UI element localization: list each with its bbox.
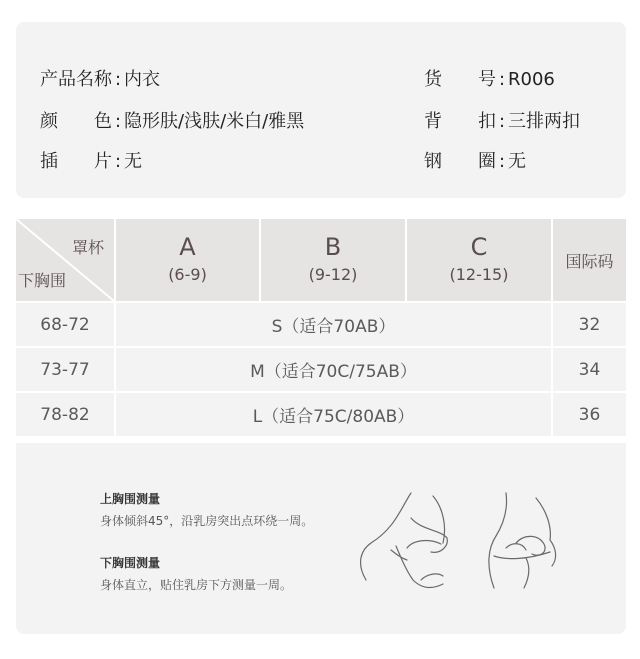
lower-bust-title: 下胸围测量	[100, 556, 161, 570]
fit-cell: L（适合75C/80AB）	[116, 393, 551, 436]
table-row	[16, 348, 626, 391]
intl-size-cell: 34	[553, 348, 626, 391]
fit-cell: S（适合70AB）	[116, 303, 551, 346]
underbust-cell: 73-77	[16, 348, 114, 391]
color-row: 颜 色 : 隐形肤/浅肤/米白/雅黑	[40, 107, 304, 133]
cup-letter: A	[179, 233, 196, 261]
upper-bust-instruction: 身体倾斜45°，沿乳房突出点环绕一周。	[100, 514, 314, 528]
sku-value: R006	[508, 69, 555, 90]
clasp-row: 背 扣 : 三排两扣	[424, 107, 580, 133]
wire-row: 钢 圈 : 无	[424, 147, 526, 173]
cup-letter: C	[470, 233, 488, 261]
sku-label: 货 号	[424, 69, 496, 90]
cup-header-b	[261, 219, 405, 301]
insert-value: 无	[124, 151, 142, 172]
table-corner-header	[16, 219, 114, 301]
table-row	[16, 393, 626, 436]
insert-row: 插 片 : 无	[40, 147, 142, 173]
leaning-figure-illustration	[351, 488, 471, 598]
product-name-row: 产品名称 : 内衣	[40, 65, 160, 91]
sku-row: 货 号 : R006	[424, 65, 555, 91]
upper-bust-title: 上胸围测量	[100, 492, 161, 506]
color-value: 隐形肤/浅肤/米白/雅黑	[124, 111, 305, 132]
clasp-label: 背 扣	[424, 111, 496, 132]
product-info-card	[16, 22, 626, 198]
clasp-value: 三排两扣	[508, 111, 580, 132]
measurement-guide	[16, 443, 626, 634]
cup-range: (12-15)	[449, 265, 509, 284]
wire-label: 钢 圈	[424, 151, 496, 172]
intl-size-cell: 32	[553, 303, 626, 346]
underbust-cell: 68-72	[16, 303, 114, 346]
underbust-cell: 78-82	[16, 393, 114, 436]
product-name-value: 内衣	[124, 69, 160, 90]
size-table	[16, 219, 626, 441]
product-name-label: 产品名称	[40, 69, 112, 90]
standing-figure-illustration	[466, 488, 576, 598]
color-label: 颜 色	[40, 111, 112, 132]
cup-range: (9-12)	[308, 265, 358, 284]
cup-header-a	[116, 219, 259, 301]
lower-bust-instruction: 身体直立，贴住乳房下方测量一周。	[100, 578, 293, 592]
intl-size-cell: 36	[553, 393, 626, 436]
cup-axis-label: 罩杯	[71, 238, 104, 257]
intl-size-header: 国际码	[553, 219, 626, 301]
cup-range: (6-9)	[168, 265, 207, 284]
table-row	[16, 303, 626, 346]
insert-label: 插 片	[40, 151, 112, 172]
cup-header-c	[407, 219, 551, 301]
cup-letter: B	[324, 233, 342, 261]
fit-cell: M（适合70C/75AB）	[116, 348, 551, 391]
wire-value: 无	[508, 151, 526, 172]
underbust-axis-label: 下胸围	[18, 271, 67, 290]
